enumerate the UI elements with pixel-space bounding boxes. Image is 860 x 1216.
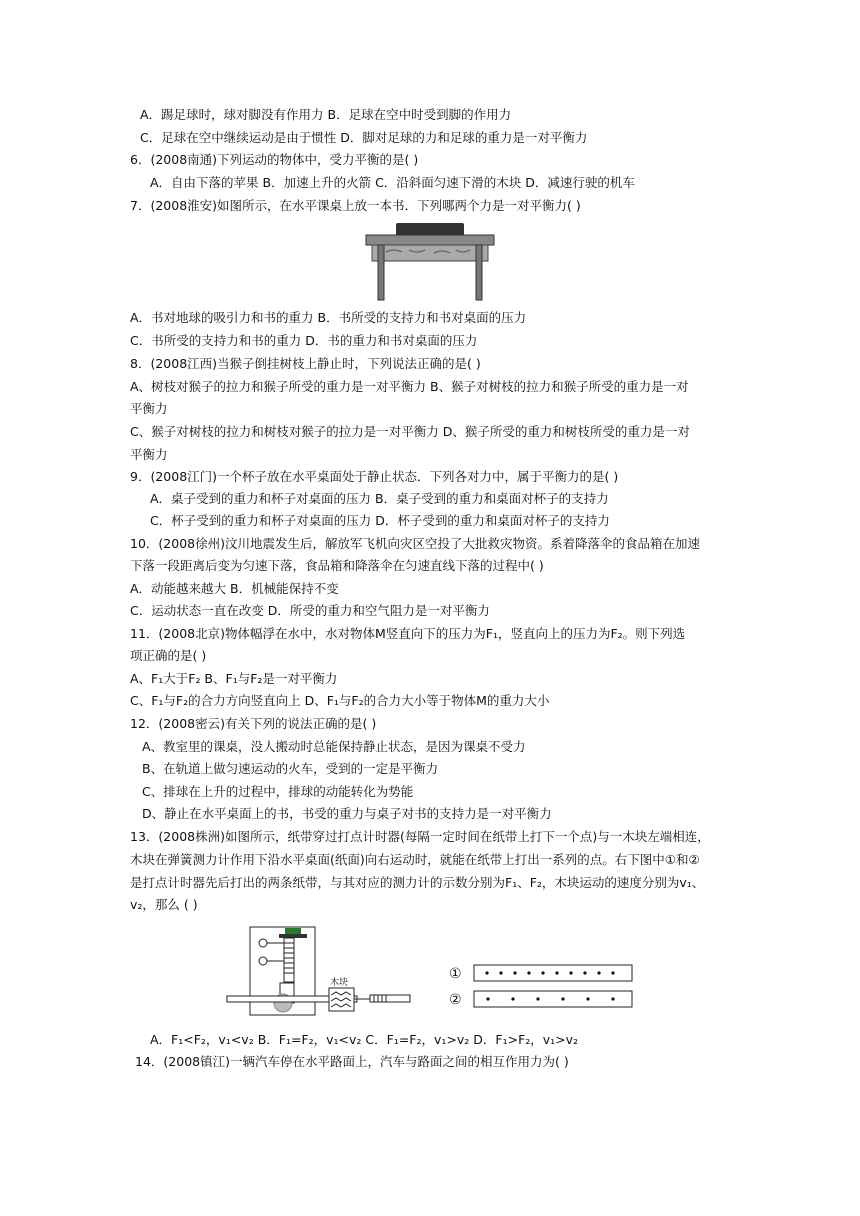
q10-stem: 10．(2008徐州)汶川地震发生后，解放军飞机向灾区空投了大批救灾物资。系着降落伞的食品箱在加速 [130,536,700,551]
q8-stem: 8．(2008江西)当猴子倒挂树枝上静止时，下列说法正确的是( ) [130,356,481,371]
q9-stem: 9．(2008江门)一个杯子放在水平桌面处于静止状态．下列各对力中，属于平衡力的是( ) [130,469,619,484]
q11-stem-cont: 项正确的是( ) [130,648,207,663]
desk-with-book-figure [364,222,496,302]
q7-options-cd: C．书所受的支持力和书的重力 D．书的重力和书对桌面的压力 [130,333,478,348]
ticker-timer-figure [225,925,420,1020]
block-label: 木块 [330,978,349,988]
q8-options-ab-cont: 平衡力 [130,401,168,416]
q12-option-d: D、静止在水平桌面上的书，书受的重力与桌子对书的支持力是一对平衡力 [142,806,552,821]
q8-options-ab: A、树枝对猴子的拉力和猴子所受的重力是一对平衡力 B、猴子对树枝的拉力和猴子所受的重力是一对 [130,379,689,394]
q7-options-ab: A．书对地球的吸引力和书的重力 B．书所受的支持力和书对桌面的压力 [130,310,527,325]
q10-options-ab: A．动能越来越大 B．机械能保持不变 [130,581,339,596]
paper-tapes-figure [447,960,639,1012]
q13-options: A．F₁<F₂，v₁<v₂ B．F₁=F₂，v₁<v₂ C．F₁=F₂，v₁>v₂ D．F₁>F₂，v₁>v₂ [150,1032,579,1047]
q8-options-cd: C、猴子对树枝的拉力和树枝对猴子的拉力是一对平衡力 D、猴子所受的重力和树枝所受的重力是一对 [130,424,690,439]
q11-options-cd: C、F₁与F₂的合力方向竖直向上 D、F₁与F₂的合力大小等于物体M的重力大小 [130,693,550,708]
tape-2-label: ② [449,992,462,1008]
q5-options-ab: A．踢足球时，球对脚没有作用力 B．足球在空中时受到脚的作用力 [140,107,512,122]
q13-stem-cont3: v₂，那么 ( ) [130,897,198,912]
q10-options-cd: C．运动状态一直在改变 D．所受的重力和空气阻力是一对平衡力 [130,603,490,618]
q6-stem: 6．(2008南通)下列运动的物体中，受力平衡的是( ) [130,152,419,167]
q7-stem: 7．(2008淮安)如图所示，在水平课桌上放一本书．下列哪两个力是一对平衡力( ) [130,198,581,213]
q13-stem: 13．(2008株洲)如图所示，纸带穿过打点计时器(每隔一定时间在纸带上打下一个点)与一木块左端相连， [130,829,710,844]
q5-options-cd: C．足球在空中继续运动是由于惯性 D．脚对足球的力和足球的重力是一对平衡力 [140,130,588,145]
q9-options-cd: C．杯子受到的重力和杯子对桌面的压力 D．杯子受到的重力和桌面对杯子的支持力 [150,513,610,528]
q11-stem: 11．(2008北京)物体幅浮在水中，水对物体M竖直向下的压力为F₁，竖直向上的压力为F₂。则下列选 [130,626,686,641]
q9-options-ab: A．桌子受到的重力和杯子对桌面的压力 B．桌子受到的重力和桌面对杯子的支持力 [150,491,609,506]
q12-option-b: B、在轨道上做匀速运动的火车，受到的一定是平衡力 [142,761,439,776]
q10-stem-cont: 下落一段距离后变为匀速下落，食品箱和降落伞在匀速直线下落的过程中( ) [130,558,544,573]
q12-option-a: A、教室里的课桌，没人搬动时总能保持静止状态，是因为课桌不受力 [142,739,526,754]
q6-options: A．自由下落的苹果 B．加速上升的火箭 C．沿斜面匀速下滑的木块 D．减速行驶的机车 [150,175,635,190]
q14-stem: 14．(2008镇江)一辆汽车停在水平路面上，汽车与路面之间的相互作用力为( ) [135,1054,569,1069]
q12-stem: 12．(2008密云)有关下列的说法正确的是( ) [130,716,377,731]
q12-option-c: C、排球在上升的过程中，排球的动能转化为势能 [142,784,414,799]
q8-options-cd-cont: 平衡力 [130,447,168,462]
tape-1-label: ① [449,966,462,982]
q13-stem-cont2: 是打点计时器先后打出的两条纸带，与其对应的测力计的示数分别为F₁、F₂，木块运动的速度分别为v₁、 [130,875,705,890]
q11-options-ab: A、F₁大于F₂ B、F₁与F₂是一对平衡力 [130,671,338,686]
q13-stem-cont1: 木块在弹簧测力计作用下沿水平桌面(纸面)向右运动时，就能在纸带上打出一系列的点。右下图中①和② [130,852,700,867]
